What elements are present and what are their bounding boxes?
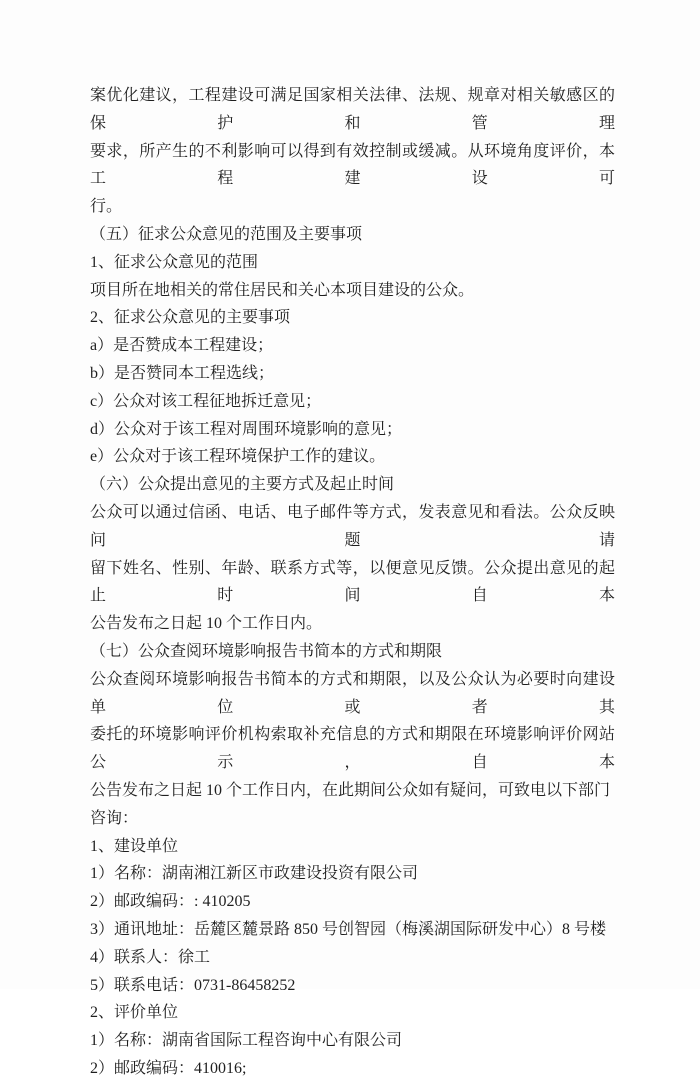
text-line-24: 3）通讯地址：岳麓区麓景路 850 号创智园（梅溪湖国际研发中心）8 号楼 [90, 920, 607, 938]
text-line-11: d）公众对于该工程对周围环境影响的意见； [90, 420, 403, 438]
text-line-27: 2、评价单位 [90, 1004, 179, 1022]
text-line-9: b）是否赞同本工程选线； [90, 364, 275, 382]
text-line-6: 项目所在地相关的常住居民和关心本项目建设的公众。 [90, 281, 475, 299]
text-line-7: 2、征求公众意见的主要事项 [90, 309, 291, 327]
text-line-1: 案优化建议，工程建设可满足国家相关法律、法规、规章对相关敏感区的保护和管理 [90, 87, 615, 132]
text-line-5: 1、征求公众意见的范围 [90, 253, 259, 271]
text-line-28: 1）名称：湖南省国际工程咨询中心有限公司 [90, 1032, 403, 1050]
text-line-29: 2）邮政编码：410016; [90, 1059, 247, 1077]
text-line-8: a）是否赞成本工程建设； [90, 337, 274, 355]
text-line-23: 2）邮政编码：: 410205 [90, 893, 251, 911]
text-line-16: 公告发布之日起 10 个工作日内。 [90, 615, 323, 633]
text-line-4: （五）征求公众意见的范围及主要事项 [90, 225, 363, 243]
text-line-14: 公众可以通过信函、电话、电子邮件等方式，发表意见和看法。公众反映问题请 [90, 503, 615, 549]
text-line-26: 5）联系电话：0731-86458252 [90, 976, 296, 994]
document-body [90, 82, 615, 1083]
text-line-15: 留下姓名、性别、年龄、联系方式等，以便意见反馈。公众提出意见的起止时间自本 [90, 559, 615, 605]
text-line-3: 行。 [90, 198, 123, 216]
text-line-12: e）公众对于该工程环境保护工作的建议。 [90, 448, 386, 466]
text-line-19: 委托的环境影响评价机构索取补充信息的方式和期限在环境影响评价网站公示，自本 [90, 726, 615, 772]
text-line-20: 公告发布之日起 10 个工作日内，在此期间公众如有疑问，可致电以下部门咨询： [90, 781, 611, 827]
text-line-13: （六）公众提出意见的主要方式及起止时间 [90, 476, 395, 494]
text-line-10: c）公众对该工程征地拆迁意见； [90, 392, 322, 410]
text-line-17: （七）公众查阅环境影响报告书简本的方式和期限 [90, 642, 443, 660]
text-line-21: 1、建设单位 [90, 837, 179, 855]
text-line-18: 公众查阅环境影响报告书简本的方式和期限，以及公众认为必要时向建设单位或者其 [90, 670, 615, 716]
text-line-25: 4）联系人：徐工 [90, 948, 211, 966]
text-line-22: 1）名称：湖南湘江新区市政建设投资有限公司 [90, 865, 419, 883]
text-line-2: 要求，所产生的不利影响可以得到有效控制或缓减。从环境角度评价，本工程建设可 [90, 142, 615, 188]
